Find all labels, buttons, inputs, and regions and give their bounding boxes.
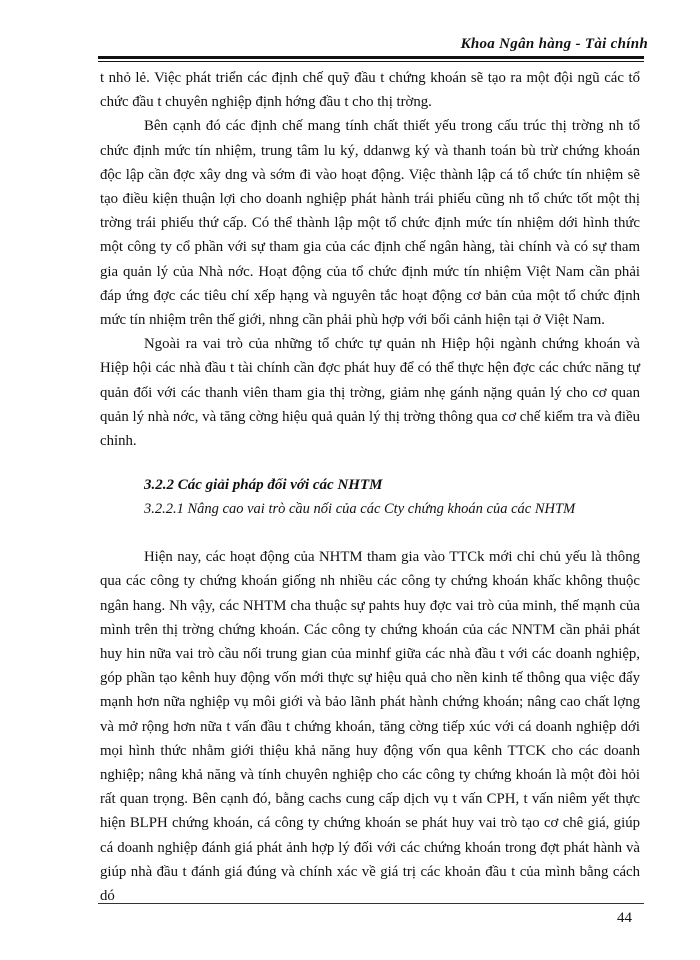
- paragraph-2: Bên cạnh đó các định chế mang tính chất thiết yếu trong cấu trúc thị trờng nh tổ chức định mức tín nhiệm, trung tâm lu ký, ddanwg ký và thanh toán bù trừ chứng khoán độc lập cần đợc xây dng và sớm đi vào hoạt động. Việc thành lập cá tổ chức tín nhiệm sẽ tạo điều kiện thuận lợi cho doanh nghiệp phát hành trái phiếu cũng nh tổ chức tốt một thị trờng trái phiếu thứ cấp. Có thể thành lập một tổ chức định mức tín nhiệm dới hình thức một công ty cổ phần với sự tham gia của các định chế ngân hàng, tài chính và có sự tham gia quản lý của Nhà nớc. Hoạt động của tổ chức định mức tín nhiệm Việt Nam cần phải đáp ứng đợc các tiêu chí xếp hạng và nguyên tắc hoạt động cơ bản của một tổ chức định mức tín nhiệm trên thế giới, nhng cần phải phù hợp với bối cảnh hiện tại ở Việt Nam.: [100, 118, 640, 329]
- paragraph-3: Ngoài ra vai trò của những tổ chức tự quản nh Hiệp hội ngành chứng khoán và Hiệp hội các nhà đầu t tài chính cần đợc phát huy để có thể thực hện đợc các chức năng tự quản đối với các thanh viên tham gia thị trờng, giảm nhẹ gánh nặng quản lý cho cơ quan quản lý nhà nớc, và tăng cờng hiệu quả quản lý thị trờng thông qua cơ chế kiểm tra và điều chỉnh.: [100, 336, 640, 450]
- header-title: Khoa Ngân hàng - Tài chính: [460, 36, 648, 52]
- section-heading: 3.2.2 Các giải pháp đối với các NHTM: [144, 477, 383, 494]
- document-body: [100, 66, 640, 908]
- paragraph-4: Hiện nay, các hoạt động của NHTM tham gia vào TTCk mới chỉ chủ yếu là thông qua các công ty chứng khoán giống nh nhiều các công ty chứng khoán khấc không thuộc ngân hang. Nh vậy, các NHTM cha thuậc sự pahts huy đợc vai trò của minh, thế mạnh của mình trên thị trờng chứng khoán. Các công ty chứng khoán của các NNTM cần phải phát huy hin nữa vai trò cầu nối trung gian của minhf giữa các nhà đầu t với các doanh nghiệp, góp phần tạo kênh huy động vốn mới thực sự hiệu quả cho nền kinh tế thông qua việc đẩy mạnh hơn nữa nghiệp vụ môi giới và bảo lãnh phát hành chứng khoán; nâng cao chất lợng và mở rộng hơn nữa t vấn đầu t chứng khoán, tăng cờng tiếp xúc với cá doanh nghiệp dới mọi hình thức nhằm giới thiệu khả năng huy động vốn qua kênh TTCK cho các doanh nghiệp; nâng khả năng và tính chuyên nghiệp cho các công ty chứng khoán là một đòi hỏi rất quan trọng. Bên cạnh đó, bằng cachs cung cấp dịch vụ t vấn CPH, t vấn niêm yết thực hiện BLPH chứng khoán, cá công ty chứng khoán se phát huy vai trò tạo cơ chê giá, giúp cá doanh nghiệp đánh giá phát ảnh hợp lý đối với các chứng khoán trong đợt phát hành và giúp nhà đầu t đánh giá đúng và chính xác về giá trị các khoản đầu t của mình bằng cách dó: [100, 549, 640, 905]
- footer-rule: [98, 903, 644, 904]
- subsection-heading: 3.2.2.1 Nâng cao vai trò cầu nối của các Cty chứng khoán của các NHTM: [144, 501, 576, 518]
- page-number: 44: [617, 910, 632, 926]
- paragraph-1: t nhỏ lẻ. Việc phát triển các định chế quỹ đầu t chứng khoán sẽ tạo ra một đội ngũ các tổ chức đầu t chuyên nghiệp định hớng đầu t cho thị trờng.: [100, 70, 640, 111]
